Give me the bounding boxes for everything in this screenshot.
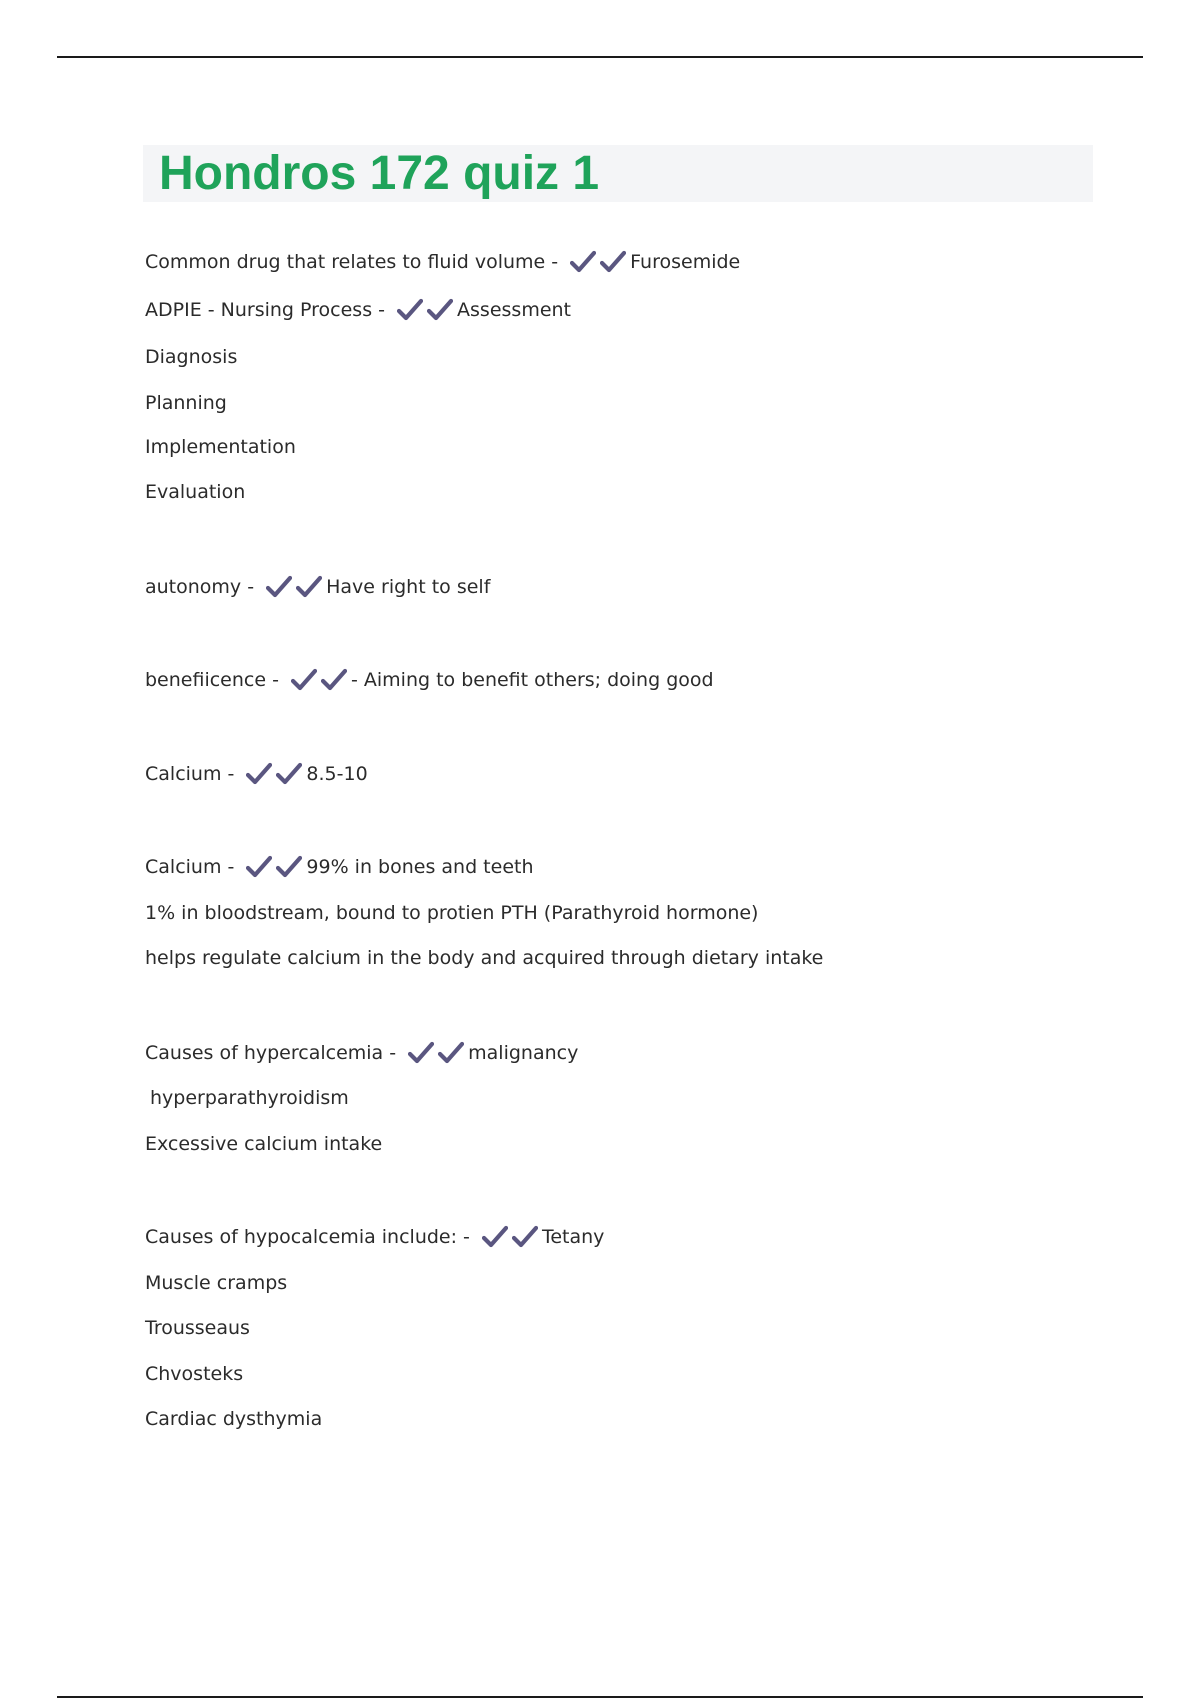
answer-continuation: Evaluation: [145, 481, 246, 503]
check-icon: [600, 250, 626, 274]
answer-text: malignancy: [468, 1042, 579, 1064]
check-marks: [482, 1225, 538, 1249]
question-term: autonomy -: [145, 576, 261, 598]
text-line: [145, 1040, 578, 1066]
text-line: [145, 667, 714, 693]
text-line: [145, 249, 740, 275]
answer-continuation: Trousseaus: [145, 1317, 250, 1339]
text-line: [150, 1085, 349, 1111]
text-line: [145, 390, 227, 416]
text-line: [145, 1315, 250, 1341]
text-line: [145, 900, 758, 926]
answer-continuation: Implementation: [145, 436, 296, 458]
check-icon: [246, 855, 272, 879]
answer-continuation: Diagnosis: [145, 346, 238, 368]
text-line: [145, 344, 237, 370]
text-line: [145, 1224, 604, 1250]
answer-text: 8.5-10: [306, 763, 368, 785]
check-marks: [266, 575, 322, 599]
answer-continuation: Chvosteks: [145, 1363, 244, 1385]
check-icon: [482, 1225, 508, 1249]
text-line: [145, 1270, 287, 1296]
answer-text: - Aiming to benefit others; doing good: [350, 669, 714, 691]
top-rule: [57, 56, 1143, 58]
answer-text: 99% in bones and teeth: [306, 856, 534, 878]
question-term: benefiicence -: [145, 669, 285, 691]
check-marks: [408, 1041, 464, 1065]
check-marks: [246, 855, 302, 879]
check-icon: [427, 298, 453, 322]
check-icon: [276, 762, 302, 786]
check-icon: [296, 575, 322, 599]
check-marks: [246, 762, 302, 786]
answer-continuation: Cardiac dysthymia: [145, 1408, 323, 1430]
question-term: ADPIE - Nursing Process -: [145, 299, 392, 321]
check-icon: [246, 762, 272, 786]
document-title: Hondros 172 quiz 1: [159, 147, 600, 200]
text-line: [145, 1131, 382, 1157]
text-line: [145, 434, 296, 460]
question-term: Calcium -: [145, 763, 241, 785]
check-marks: [397, 298, 453, 322]
answer-continuation: Planning: [145, 392, 227, 414]
answer-text: Have right to self: [326, 576, 491, 598]
answer-continuation: Excessive calcium intake: [145, 1133, 383, 1155]
answer-text: Assessment: [457, 299, 572, 321]
answer-continuation: helps regulate calcium in the body and acquired through dietary intake: [145, 947, 824, 969]
check-icon: [570, 250, 596, 274]
check-icon: [266, 575, 292, 599]
question-term: Common drug that relates to fluid volume -: [145, 251, 565, 273]
check-icon: [438, 1041, 464, 1065]
text-line: [145, 1406, 322, 1432]
text-line: [145, 574, 490, 600]
text-line: [145, 479, 245, 505]
check-icon: [408, 1041, 434, 1065]
answer-text: Furosemide: [630, 251, 741, 273]
check-icon: [512, 1225, 538, 1249]
text-line: [145, 945, 823, 971]
answer-continuation: hyperparathyroidism: [150, 1087, 349, 1109]
check-icon: [276, 855, 302, 879]
question-term: Causes of hypercalcemia -: [145, 1042, 403, 1064]
check-icon: [397, 298, 423, 322]
answer-text: Tetany: [541, 1226, 605, 1248]
answer-continuation: 1% in bloodstream, bound to protien PTH (Parathyroid hormone): [145, 902, 759, 924]
bottom-rule: [57, 1696, 1143, 1698]
question-term: Causes of hypocalcemia include: -: [145, 1226, 476, 1248]
check-icon: [291, 668, 317, 692]
check-icon: [321, 668, 347, 692]
question-term: Calcium -: [145, 856, 241, 878]
text-line: [145, 1361, 243, 1387]
text-line: [145, 297, 571, 323]
text-line: [145, 761, 368, 787]
text-line: [145, 854, 534, 880]
answer-continuation: Muscle cramps: [145, 1272, 288, 1294]
check-marks: [291, 668, 347, 692]
check-marks: [570, 250, 626, 274]
